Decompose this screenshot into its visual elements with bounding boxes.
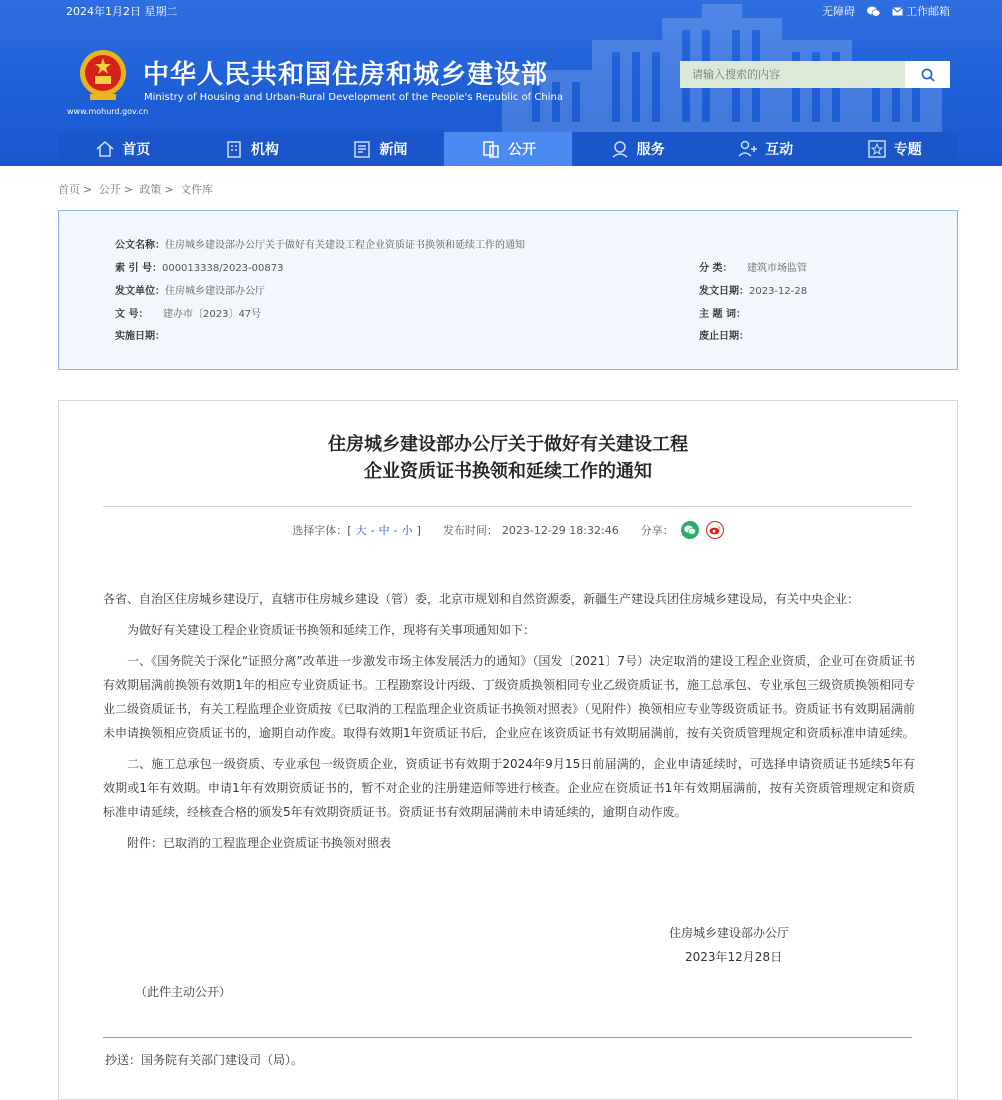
section-two-paragraph: 二、施工总承包一级资质、专业承包一级资质企业，资质证书有效期于2024年9月15日前届满的，企业申请延续时，可选择申请资质证书延续5年有效期或1年有效期。申请1年有效期资质证书的，暂不对企业的注册建造师等进行核查。企业应在资质证书1年有效期届满前，按有关资质管理规定和资质标准申请延续，经核查合格的颁发5年有效期资质证书。资质证书有效期届满前未申请延续的，逾期自动作废。 [103,757,915,819]
star-icon [866,138,888,160]
font-select-end: ] [416,523,421,537]
breadcrumb-home[interactable]: 首页 [58,183,80,196]
font-large-button[interactable]: 大 [355,524,367,537]
document-info-box [58,210,958,370]
attachment-link[interactable]: 附件：已取消的工程监理企业资质证书换领对照表 [127,836,392,850]
share-label: 分享： [640,524,674,537]
weibo-share-icon[interactable] [706,521,724,539]
home-icon [94,138,116,160]
issuer-key: 发文单位： [115,286,165,297]
interact-icon [737,138,759,160]
article-title [59,431,957,485]
work-mail-label: 工作邮箱 [906,5,950,18]
search-box [680,61,950,88]
signer: 住房城乡建设部办公厅 [669,926,790,940]
nav-item-home[interactable] [58,132,187,166]
nav-item-open[interactable] [444,132,573,166]
national-emblem-icon [78,48,128,102]
site-title: 中华人民共和国住房和城乡建设部 [143,60,549,90]
cc-divider [103,1037,912,1038]
nav-item-interact[interactable] [701,132,830,166]
nav-item-organization[interactable] [187,132,316,166]
building-icon [223,138,245,160]
index-key: 索 引 号： [115,263,162,274]
top-bar [0,0,1002,22]
wechat-share-icon[interactable] [681,521,699,539]
article-body [103,587,915,862]
breadcrumb-open[interactable]: 公开 [98,183,121,196]
main-nav [58,132,958,166]
docno-key: 文 号： [115,309,149,320]
nav-item-label: 新闻 [379,142,408,158]
search-icon [921,68,935,82]
index-value: 000013338/2023-00873 [161,263,284,274]
intro-paragraph: 为做好有关建设工程企业资质证书换领和延续工作，现将有关事项通知如下： [127,623,536,637]
nav-item-label: 公开 [508,142,537,158]
font-dash: - [370,523,375,537]
nav-item-label: 首页 [122,142,151,158]
nav-item-label: 互动 [765,142,794,158]
breadcrumb-library[interactable]: 文件库 [180,183,214,196]
site-header [0,0,1002,166]
search-button[interactable] [905,61,950,88]
nav-item-service[interactable] [572,132,701,166]
font-small-button[interactable]: 小 [401,524,413,537]
issuer-value: 住房城乡建设部办公厅 [165,286,265,297]
impl-date-key: 实施日期： [115,331,165,342]
wechat-icon[interactable] [867,6,880,17]
accessibility-link[interactable]: 无障碍 [822,5,855,18]
nav-item-label: 机构 [250,142,279,158]
nav-item-news[interactable] [315,132,444,166]
site-url: www.mohurd.gov.cn [67,107,149,116]
font-medium-button[interactable]: 中 [378,524,390,537]
publish-time-label: 发布时间： [442,524,498,537]
expire-date-key: 废止日期： [699,331,749,342]
breadcrumb-policy[interactable]: 政策 [139,183,162,196]
news-icon [351,138,373,160]
current-date: 2024年1月2日 星期二 [66,5,178,18]
service-icon [609,138,631,160]
font-select-label: 选择字体：[ [292,524,352,537]
nav-item-topics[interactable] [829,132,958,166]
search-input[interactable] [680,61,905,88]
category-key: 分 类： [699,263,733,274]
article-panel [58,400,958,1100]
mail-icon [892,7,903,16]
issue-date-key: 发文日期： [699,286,749,297]
font-dash: - [393,523,398,537]
doc-name-key: 公文名称： [115,240,165,251]
category-value: 建筑市场监管 [747,263,807,274]
salutation-paragraph: 各省、自治区住房城乡建设厅，直辖市住房城乡建设（管）委，北京市规划和自然资源委，新疆生产建设兵团住房城乡建设局，有关中央企业： [103,592,860,606]
work-mail-link[interactable] [892,3,950,19]
open-icon [480,138,502,160]
site-subtitle: Ministry of Housing and Urban-Rural Development of the People's Republic of China [144,92,563,103]
issue-date-value: 2023-12-28 [749,286,808,297]
article-title-line1: 住房城乡建设部办公厅关于做好有关建设工程 [328,434,688,455]
cc-line: 抄送：国务院有关部门建设司（局）。 [105,1053,304,1067]
sign-date: 2023年12月28日 [685,950,783,964]
section-one-paragraph: 一、《国务院关于深化“证照分离”改革进一步激发市场主体发展活力的通知》（国发〔2021〕7号）决定取消的建设工程企业资质，企业可在资质证书有效期届满前换领有效期1年的相应专业资质证书。工程勘察设计丙级、丁级资质换领相同专业乙级资质证书，施工总承包、专业承包三级资质换领相同专业二级资质证书，有关工程监理企业资质按《已取消的工程监理企业资质证书换领对照表》（见附件）换领相应专业等级资质证书。资质证书有效期届满前未申请换领相应资质证书的，逾期自动作废。取得有效期1年资质证书后，企业应在该资质证书有效期届满前，按有关资质管理规定和资质标准申请延续。 [103,654,915,740]
article-info-bar [59,521,957,539]
nav-item-label: 服务 [636,142,665,158]
disclosure-note: （此件主动公开） [135,985,232,999]
publish-time-value: 2023-12-29 18:32:46 [501,523,619,537]
nav-item-label: 专题 [893,142,922,158]
topic-key: 主 题 词： [699,309,746,320]
breadcrumb: 首页 > 公开 > 政策 > 文件库 [58,183,214,196]
article-title-line2: 企业资质证书换领和延续工作的通知 [364,461,652,482]
doc-name-value: 住房城乡建设部办公厅关于做好有关建设工程企业资质证书换领和延续工作的通知 [165,240,525,251]
docno-value: 建办市〔2023〕47号 [163,309,262,320]
title-divider [103,506,912,507]
